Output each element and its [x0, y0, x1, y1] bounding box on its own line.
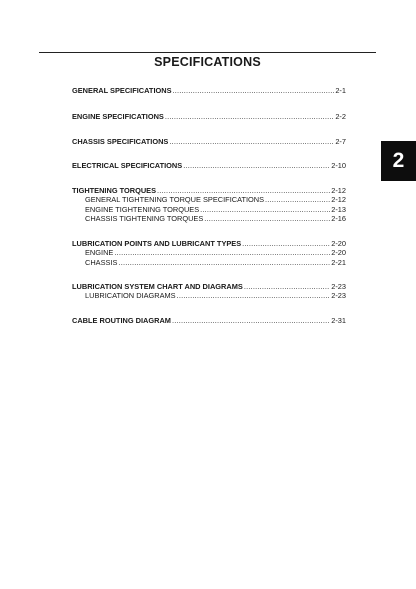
toc-subentry[interactable]: [72, 248, 346, 257]
toc-group-general: [72, 86, 346, 95]
toc-subentry-label: CHASSIS: [85, 257, 118, 267]
dot-leader: [169, 137, 334, 146]
chapter-tab: [381, 141, 416, 181]
dot-leader: [172, 316, 330, 325]
toc-entry-label: LUBRICATION SYSTEM CHART AND DIAGRAMS: [72, 282, 243, 291]
toc-entry-label: ENGINE SPECIFICATIONS: [72, 112, 164, 121]
dot-leader: [200, 205, 330, 214]
toc-subentry[interactable]: [72, 291, 346, 300]
toc-subentry[interactable]: [72, 258, 346, 267]
dot-leader: [204, 214, 330, 223]
toc-subentry-page: 2-13: [331, 204, 346, 214]
page-title: SPECIFICATIONS: [154, 55, 261, 69]
toc-group-cable-routing: [72, 316, 346, 325]
dot-leader: [118, 258, 330, 267]
chapter-tab-number: 2: [392, 149, 405, 172]
toc-entry-page: 2-31: [331, 316, 346, 325]
toc-subentry-page: 2-21: [331, 257, 346, 267]
toc-group-chassis: [72, 137, 346, 146]
toc-entry[interactable]: [72, 137, 346, 146]
toc-subentry-page: 2-16: [331, 213, 346, 223]
toc-subentry[interactable]: [72, 205, 346, 214]
dot-leader: [165, 112, 334, 121]
dot-leader: [265, 195, 330, 204]
toc-entry-label: GENERAL SPECIFICATIONS: [72, 86, 172, 95]
toc-entry-page: 2-1: [335, 86, 346, 95]
toc-entry-label: CABLE ROUTING DIAGRAM: [72, 316, 171, 325]
toc-entry[interactable]: [72, 316, 346, 325]
toc-subentry-page: 2-23: [331, 291, 346, 301]
toc-entry[interactable]: [72, 186, 346, 195]
toc-group-electrical: [72, 161, 346, 170]
toc-entry[interactable]: [72, 86, 346, 95]
toc-subentry-page: 2-12: [331, 195, 346, 205]
toc-entry-page: 2-12: [331, 186, 346, 195]
toc-group-lubrication-points: [72, 239, 346, 267]
toc-subentry-label: ENGINE: [85, 248, 114, 258]
toc-entry[interactable]: [72, 239, 346, 248]
dot-leader: [183, 161, 330, 170]
toc-subentry-label: CHASSIS TIGHTENING TORQUES: [85, 213, 204, 223]
toc-subentry-label: GENERAL TIGHTENING TORQUE SPECIFICATIONS: [85, 195, 265, 205]
toc-entry[interactable]: [72, 112, 346, 121]
toc-group-torques: [72, 186, 346, 223]
dot-leader: [242, 239, 330, 248]
toc-subentry-page: 2-20: [331, 248, 346, 258]
dot-leader: [177, 291, 331, 300]
toc-entry-label: CHASSIS SPECIFICATIONS: [72, 137, 169, 146]
toc-entry-page: 2-10: [331, 161, 346, 170]
toc-subentry-label: LUBRICATION DIAGRAMS: [85, 291, 176, 301]
toc-entry-page: 2-20: [331, 239, 346, 248]
toc-group-lubrication-system: [72, 282, 346, 301]
toc-entry-page: 2-2: [335, 112, 346, 121]
toc-entry-page: 2-7: [335, 137, 346, 146]
dot-leader: [244, 282, 330, 291]
toc-subentry[interactable]: [72, 214, 346, 223]
dot-leader: [114, 248, 330, 257]
dot-leader: [173, 86, 335, 95]
toc-entry-label: LUBRICATION POINTS AND LUBRICANT TYPES: [72, 239, 242, 248]
dot-leader: [157, 186, 330, 195]
toc-entry-label: ELECTRICAL SPECIFICATIONS: [72, 161, 183, 170]
toc-group-engine: [72, 112, 346, 121]
toc-subentry[interactable]: [72, 195, 346, 204]
toc-entry-page: 2-23: [331, 282, 346, 291]
toc-entry[interactable]: [72, 282, 346, 291]
toc-entry[interactable]: [72, 161, 346, 170]
title-rule: [39, 52, 376, 53]
toc-entry-label: TIGHTENING TORQUES: [72, 186, 157, 195]
toc-subentry-label: ENGINE TIGHTENING TORQUES: [85, 204, 200, 214]
